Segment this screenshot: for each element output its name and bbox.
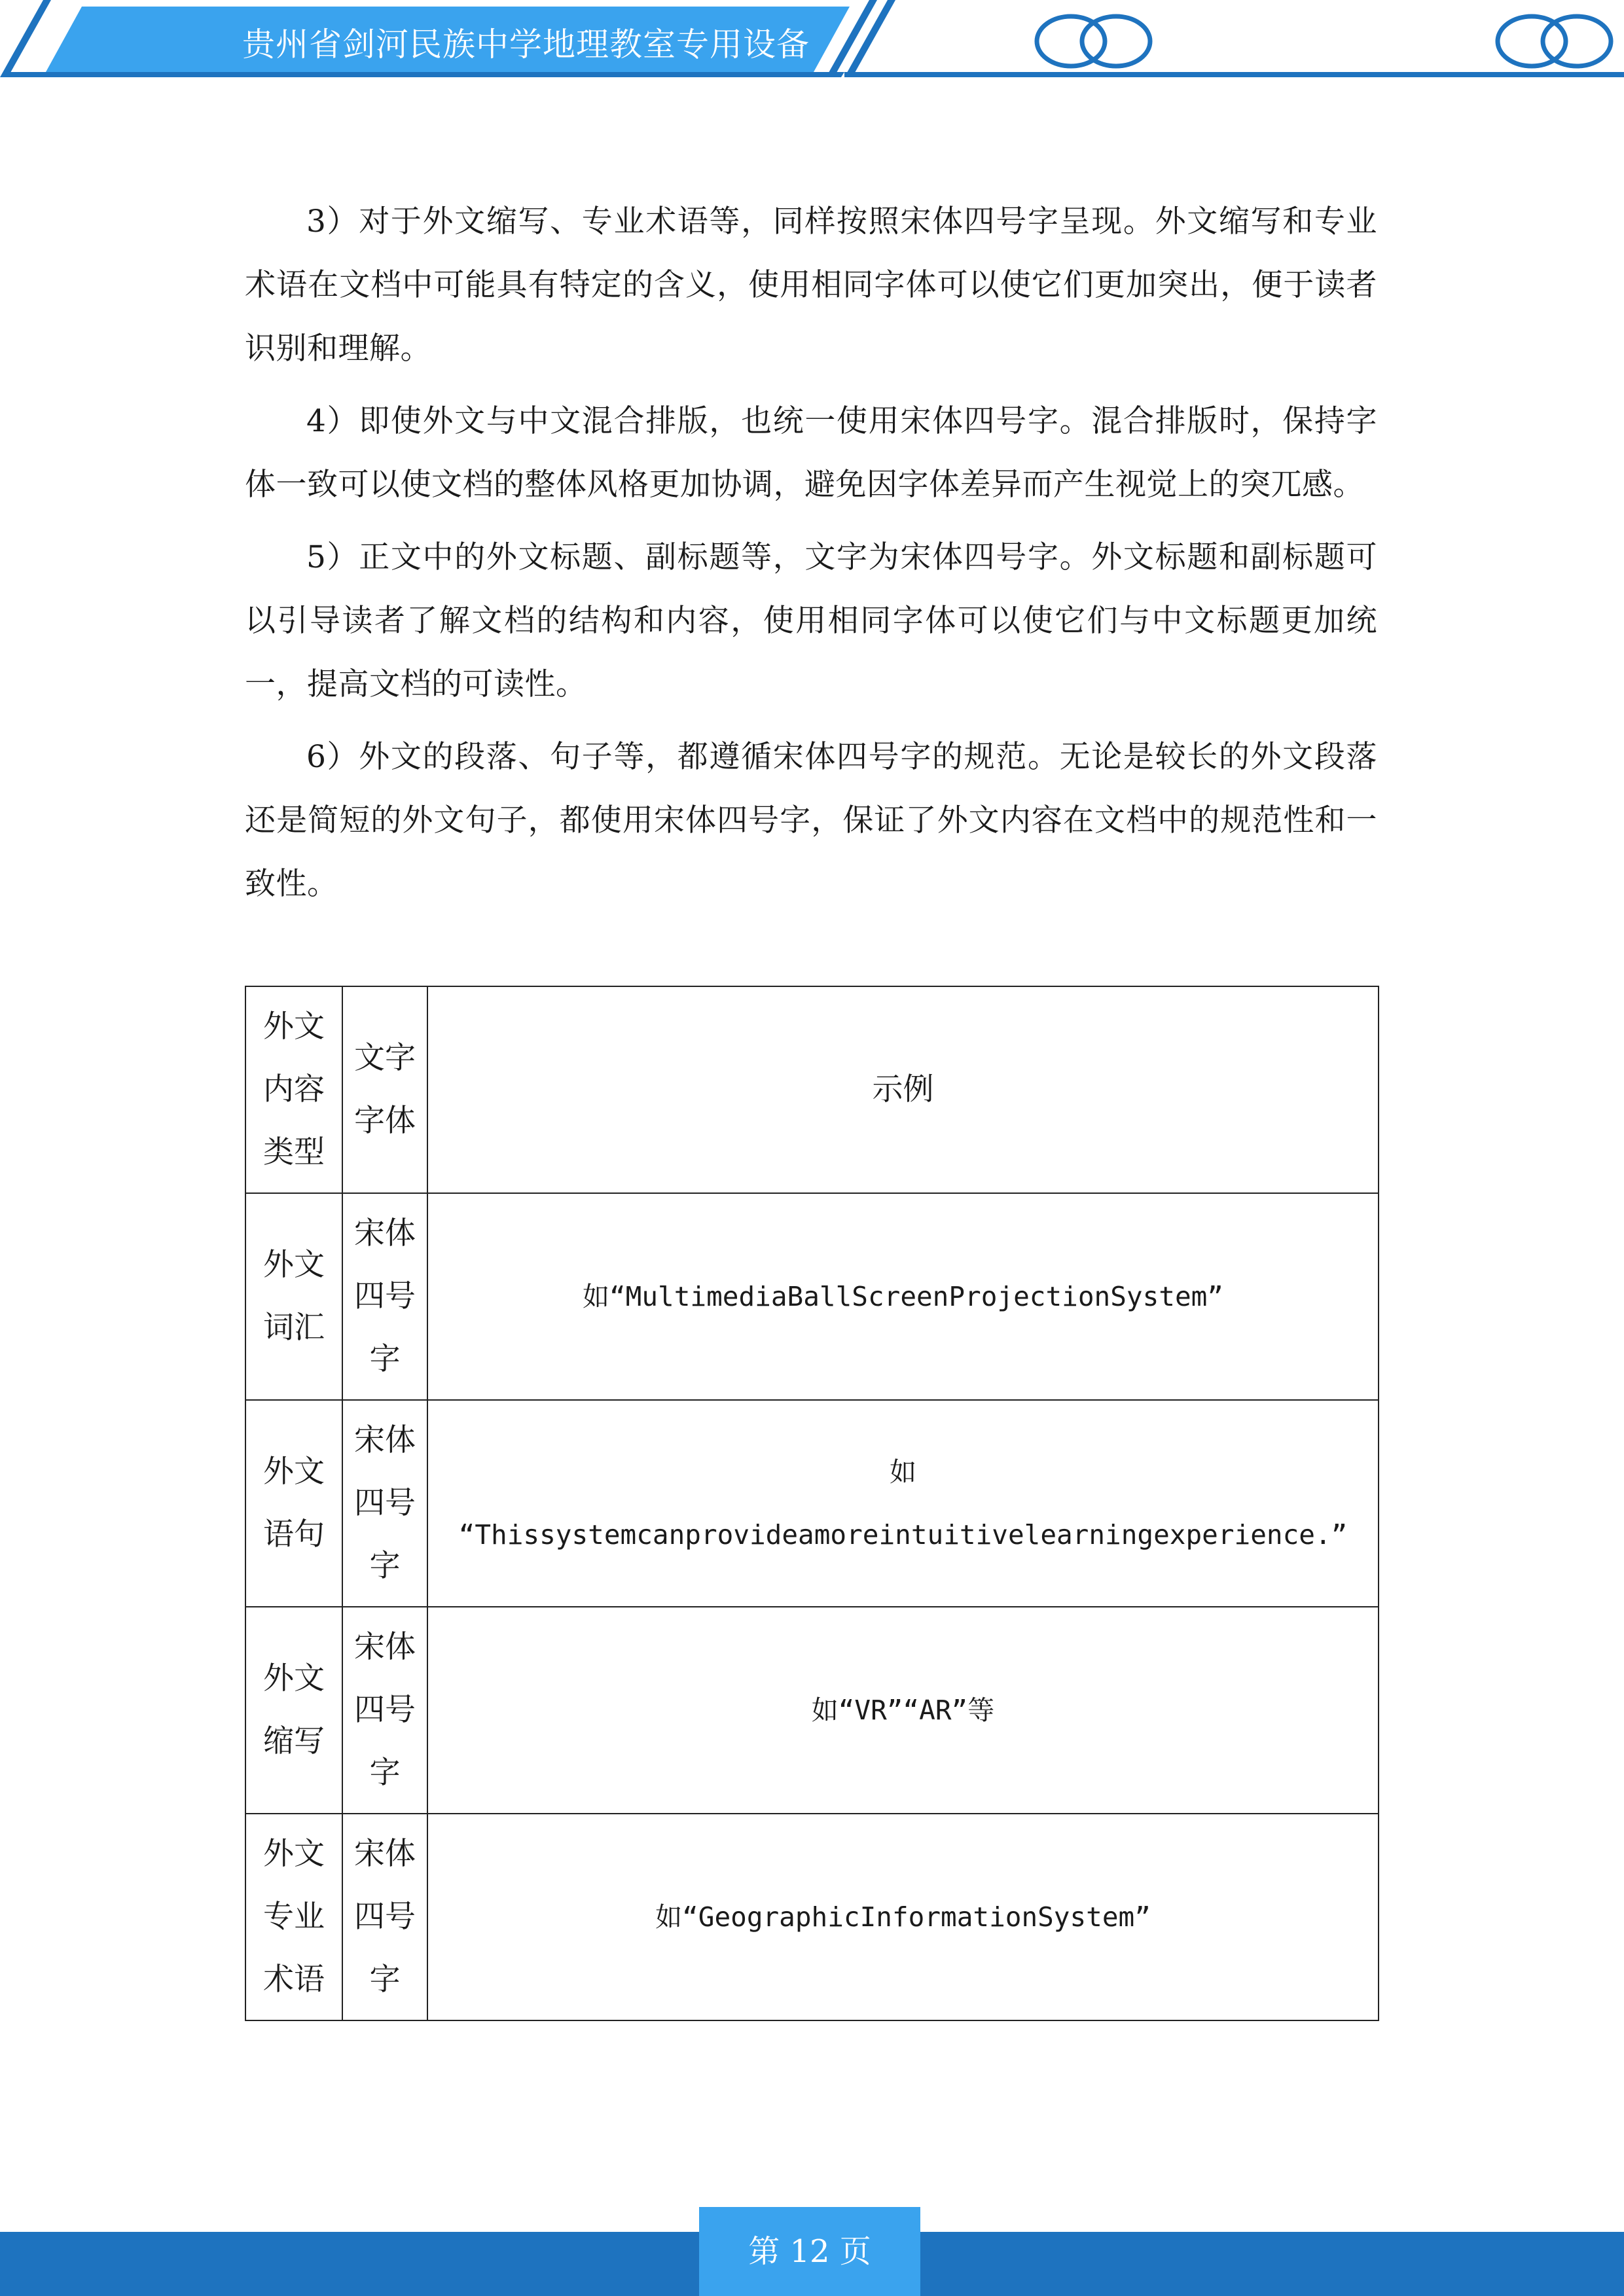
cell-example bbox=[427, 1193, 1379, 1400]
document-body bbox=[245, 190, 1377, 925]
cell-line: 如“GeographicInformationSystem” bbox=[655, 1901, 1151, 1933]
cell-line: 字 bbox=[369, 1962, 401, 1998]
cell-line: 内容 bbox=[263, 1071, 325, 1107]
table-row bbox=[245, 1193, 1379, 1400]
header-cell-example: 示例 bbox=[427, 986, 1379, 1193]
cell-line: 外文 bbox=[263, 1009, 325, 1045]
header-slant-line-left bbox=[0, 0, 51, 77]
header-rule-right bbox=[844, 72, 1624, 77]
cell-line: 字 bbox=[369, 1548, 401, 1584]
cell-line: 宋体 bbox=[354, 1836, 416, 1872]
cell-line: 四号 bbox=[354, 1278, 416, 1314]
cell-line: 文字 bbox=[354, 1040, 416, 1076]
cell-font bbox=[342, 1400, 427, 1607]
cell-line: 词汇 bbox=[263, 1310, 325, 1346]
cell-example bbox=[427, 1814, 1379, 2020]
cell-line: 如 bbox=[890, 1456, 916, 1488]
cell-line: 字 bbox=[369, 1755, 401, 1791]
cell-line: 外文 bbox=[263, 1247, 325, 1283]
page-header bbox=[0, 0, 1624, 85]
table-row bbox=[245, 1400, 1379, 1607]
cell-line: 外文 bbox=[263, 1836, 325, 1872]
paragraph: 4）即使外文与中文混合排版，也统一使用宋体四号字。混合排版时，保持字体一致可以使文档的整体风格更加协调，避免因字体差异而产生视觉上的突兀感。 bbox=[245, 403, 1377, 503]
font-spec-table bbox=[245, 986, 1379, 2021]
cell-line: 宋体 bbox=[354, 1215, 416, 1251]
cell-type bbox=[245, 1814, 342, 2020]
cell-line: 宋体 bbox=[354, 1422, 416, 1458]
header-title: 贵州省剑河民族中学地理教室专用设备 bbox=[242, 26, 810, 63]
cell-line: 四号 bbox=[354, 1692, 416, 1728]
cell-line: 四号 bbox=[354, 1899, 416, 1935]
cell-type bbox=[245, 1400, 342, 1607]
cell-font bbox=[342, 1193, 427, 1400]
cell-line: 字 bbox=[369, 1341, 401, 1377]
cell-line: 术语 bbox=[263, 1962, 325, 1998]
page-number: 第 12 页 bbox=[748, 2233, 871, 2270]
header-cell-font bbox=[342, 986, 427, 1193]
cell-example bbox=[427, 1607, 1379, 1814]
cell-line: 外文 bbox=[263, 1660, 325, 1696]
header-cell-type bbox=[245, 986, 342, 1193]
cell-line: 类型 bbox=[263, 1134, 325, 1170]
header-tab-base bbox=[4, 72, 844, 77]
cell-line: 外文 bbox=[263, 1454, 325, 1490]
cell-line: 语句 bbox=[263, 1516, 325, 1552]
cell-line: 专业 bbox=[263, 1899, 325, 1935]
paragraph: 6）外文的段落、句子等，都遵循宋体四号字的规范。无论是较长的外文段落还是简短的外文句子，都使用宋体四号字，保证了外文内容在文档中的规范性和一致性。 bbox=[245, 739, 1377, 902]
cell-example bbox=[427, 1400, 1379, 1607]
cell-line: 如“MultimediaBallScreenProjectionSystem” bbox=[583, 1281, 1223, 1312]
cell-font bbox=[342, 1607, 427, 1814]
cell-line: 如“VR”“AR”等 bbox=[811, 1695, 995, 1726]
table-header-row bbox=[245, 986, 1379, 1193]
cell-line: 宋体 bbox=[354, 1629, 416, 1665]
paragraph: 5）正文中的外文标题、副标题等，文字为宋体四号字。外文标题和副标题可以引导读者了解文档的结构和内容，使用相同字体可以使它们与中文标题更加统一，提高文档的可读性。 bbox=[245, 539, 1377, 702]
cell-line: 缩写 bbox=[263, 1723, 325, 1759]
cell-type bbox=[245, 1607, 342, 1814]
paragraph: 3）对于外文缩写、专业术语等，同样按照宋体四号字呈现。外文缩写和专业术语在文档中可能具有特定的含义，使用相同字体可以使它们更加突出，便于读者识别和理解。 bbox=[245, 204, 1377, 367]
table-row bbox=[245, 1814, 1379, 2020]
table-row bbox=[245, 1607, 1379, 1814]
cell-line: 字体 bbox=[354, 1103, 416, 1139]
cell-line: 四号 bbox=[354, 1485, 416, 1521]
cell-font bbox=[342, 1814, 427, 2020]
double-ring-logo-icon bbox=[1037, 16, 1150, 66]
double-ring-logo-icon bbox=[1498, 16, 1611, 66]
cell-type bbox=[245, 1193, 342, 1400]
cell-line: “Thissystemcanprovideamoreintuitivelearningexperience.” bbox=[458, 1519, 1348, 1551]
